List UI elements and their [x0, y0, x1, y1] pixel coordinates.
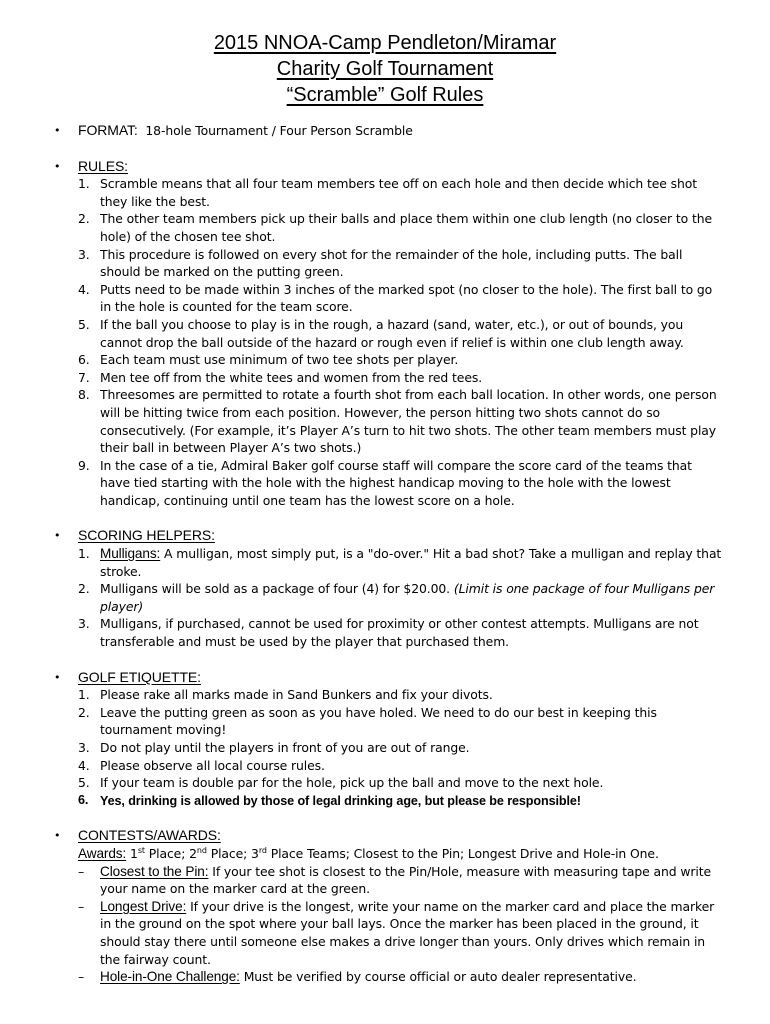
- list-item: – Closest to the Pin: If your tee shot is closest to the Pin/Hole, measure with measuring tape and write your name on the marker card at the green.: [78, 863, 711, 897]
- etiquette-list: [78, 686, 724, 810]
- longest-drive-term: Longest Drive:: [100, 898, 187, 914]
- awards-line: Awards: 1st Place; 2nd Place; 3rd Place Teams; Closest to the Pin; Longest Drive and Hole-in One.: [78, 845, 659, 861]
- contests-label: CONTESTS/AWARDS:: [78, 827, 221, 844]
- awards-label: Awards:: [78, 845, 127, 861]
- list-item: 2. Leave the putting green as soon as you have holed. We need to do our best in keeping this tournament moving!: [78, 704, 657, 738]
- list-item: 8. Threesomes are permitted to rotate a fourth shot from each ball location. In other words, one person will be hitting twice from each position. However, the person hitting two shots cannot do so consecutively. (For example, it’s Player A’s turn to hit two shots. The other team members must play their ball in between Player A’s two shots.): [78, 387, 717, 456]
- closest-to-pin-term: Closest to the Pin:: [100, 863, 209, 879]
- list-item: – Hole-in-One Challenge: Must be verified by course official or auto dealer representative.: [78, 969, 637, 985]
- format-label: FORMAT:: [78, 122, 138, 138]
- scoring-label: SCORING HELPERS:: [78, 527, 215, 544]
- list-item: 1. Mulligans: A mulligan, most simply put, is a "do-over." Hit a bad shot? Take a mulligan and replay that stroke.: [78, 546, 722, 579]
- list-item: 6. Yes, drinking is allowed by those of legal drinking age, but please be responsible!: [78, 792, 581, 808]
- contests-section: [54, 827, 724, 985]
- etiquette-label: GOLF ETIQUETTE:: [78, 668, 201, 685]
- mulligans-term: Mulligans:: [100, 546, 161, 562]
- drinking-note: Yes, drinking is allowed by those of legal drinking age, but please be responsible!: [100, 793, 581, 808]
- list-item: 3. This procedure is followed on every shot for the remainder of the hole, including putts. The ball should be marked on the putting green.: [78, 246, 683, 280]
- list-item: 1. Please rake all marks made in Sand Bunkers and fix your divots.: [78, 687, 493, 703]
- rules-list: [78, 175, 724, 509]
- list-item: 3. Mulligans, if purchased, cannot be used for proximity or other contest attempts. Mulligans are not transferable and must be used by the player that purchased them.: [78, 616, 699, 650]
- list-item: 2. The other team members pick up their balls and place them within one club length (no closer to the hole) of the chosen tee shot.: [78, 211, 712, 244]
- bullet-icon: •: [54, 829, 61, 843]
- list-item: – Longest Drive: If your drive is the longest, write your name on the marker card and place the marker in the ground on the spot where your ball lays. Once the marker has been placed in the ground, it should stay there until someone else makes a drive longer than yours. Only drives which remain in the fairway count.: [78, 898, 715, 967]
- list-item: 5. If your team is double par for the hole, pick up the ball and move to the next hole.: [78, 775, 604, 791]
- list-item: 5. If the ball you choose to play is in the rough, a hazard (sand, water, etc.), or out of bounds, you cannot drop the ball outside of the hazard or rough even if relief is within one club length away.: [78, 316, 684, 350]
- mulligan-limit-note: (Limit is one package of four Mulligans per player): [100, 581, 715, 614]
- contests-list: [78, 863, 724, 986]
- list-item: 2. Mulligans will be sold as a package of four (4) for $20.00. (Limit is one package of four Mulligans per player): [78, 581, 715, 614]
- scoring-list: [78, 545, 724, 651]
- title-line-3: “Scramble” Golf Rules: [286, 84, 484, 106]
- format-text: 18-hole Tournament / Four Person Scramble: [145, 123, 413, 138]
- format-section: [54, 122, 724, 140]
- bullet-icon: •: [54, 529, 61, 543]
- list-item: 9. In the case of a tie, Admiral Baker golf course staff will compare the score card of the teams that have tied starting with the hole with the highest handicap moving to the hole with the lowest handicap, continuing until one team has the lowest score on a hole.: [78, 457, 692, 508]
- title-line-1: 2015 NNOA-Camp Pendleton/Miramar: [213, 32, 557, 54]
- scoring-section: [54, 527, 724, 650]
- list-item: 6. Each team must use minimum of two tee shots per player.: [78, 352, 459, 368]
- rules-label: RULES:: [78, 157, 128, 174]
- etiquette-section: [54, 669, 724, 811]
- document-body: [54, 122, 724, 986]
- list-item: 4. Putts need to be made within 3 inches of the marked spot (no closer to the hole). The first ball to go in the hole is counted for the team score.: [78, 281, 713, 315]
- document-title: [0, 30, 770, 108]
- list-item: 3. Do not play until the players in front of you are out of range.: [78, 740, 470, 755]
- list-item: 4. Please observe all local course rules.: [78, 757, 325, 773]
- list-item: 7. Men tee off from the white tees and women from the red tees.: [78, 369, 483, 385]
- bullet-icon: •: [54, 670, 61, 684]
- hole-in-one-term: Hole-in-One Challenge:: [100, 969, 240, 985]
- title-line-2: Charity Golf Tournament: [276, 58, 494, 80]
- list-item: 1. Scramble means that all four team members tee off on each hole and then decide which tee shot they like the best.: [78, 176, 697, 209]
- bullet-icon: •: [54, 124, 61, 137]
- bullet-icon: •: [54, 159, 61, 173]
- rules-section: [54, 158, 724, 510]
